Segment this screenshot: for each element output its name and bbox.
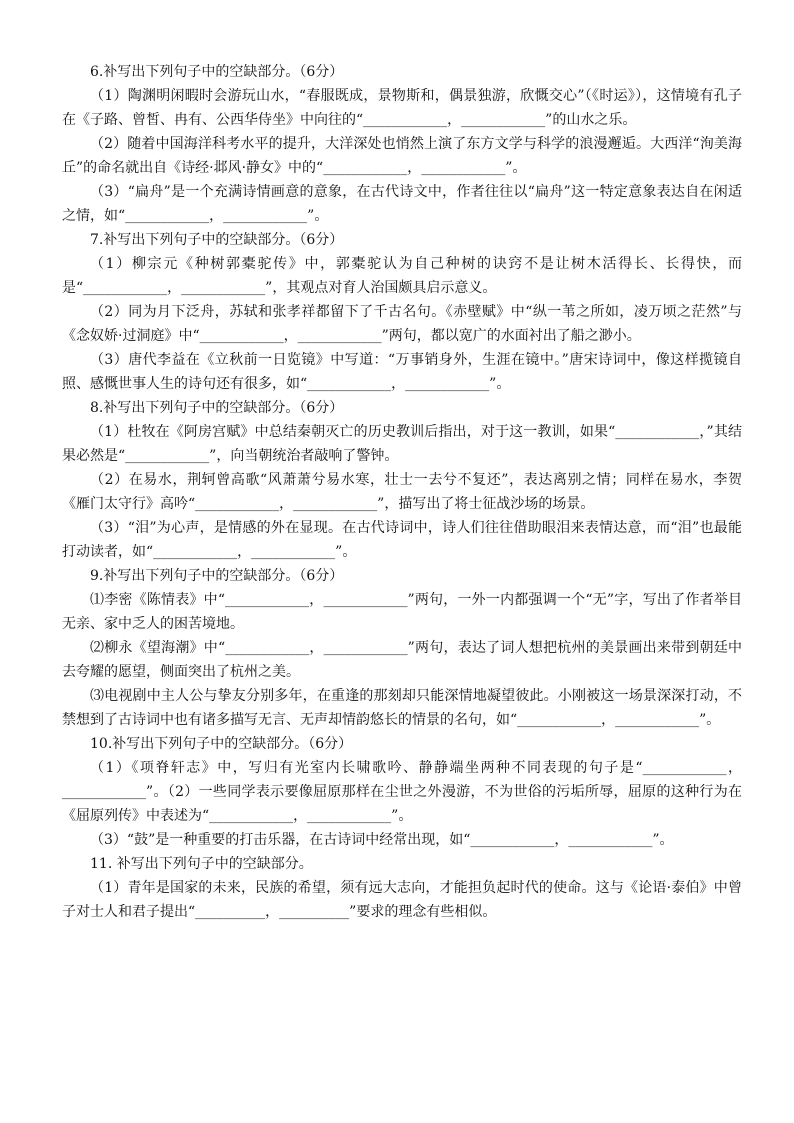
question-item: （2）随着中国海洋科考水平的提升，大洋深处也悄然上演了东方文学与科学的浪漫邂逅。大西洋“洵美海丘”的命名就出自《诗经·邶风·静女》中的“____________，____________”。 (62, 136, 742, 176)
question-6 (62, 60, 742, 228)
question-title: 8.补写出下列句子中的空缺部分。（6分） (90, 400, 344, 416)
question-title: 10.补写出下列句子中的空缺部分。（6分） (90, 736, 353, 752)
question-item: （1）《项脊轩志》中，写归有光室内长啸歌吟、静静端坐两种不同表现的句子是“____________，____________”。（2）一些同学表示要像屈原那样在尘世之外漫游，不为世俗的污垢所辱，屈原的这种行为在《屈原列传》中表述为“____________，____________”。 (62, 760, 742, 824)
question-item: （2）在易水，荆轲曾高歌“风萧萧兮易水寒，壮士一去兮不复还”，表达离别之情；同样在易水，李贺《雁门太守行》高吟“____________，____________”，描写出了将士征战沙场的场景。 (62, 472, 742, 512)
question-11 (62, 852, 742, 924)
question-item: （1）杜牧在《阿房宫赋》中总结秦朝灭亡的历史教训后指出，对于这一教训，如果“____________，”其结果必然是“____________”，向当朝统治者敲响了警钟。 (62, 424, 742, 464)
question-item: （1）青年是国家的未来，民族的希望，须有远大志向，才能担负起时代的使命。这与《论语·泰伯》中曾子对士人和君子提出“__________，__________”要求的理念有些相似。 (62, 880, 742, 920)
question-7 (62, 228, 742, 396)
question-title: 7.补写出下列句子中的空缺部分。（6分） (90, 232, 344, 248)
question-8 (62, 396, 742, 564)
question-item: （1）陶渊明闲暇时会游玩山水，“春服既成，景物斯和，偶景独游，欣慨交心”（《时运》），这情境有孔子在《子路、曾皙、冉有、公西华侍坐》中向往的“____________，____________”的山水之乐。 (62, 88, 742, 128)
question-item: （3）唐代李益在《立秋前一日览镜》中写道：“万事销身外，生涯在镜中。”唐宋诗词中，像这样揽镜自照、感慨世事人生的诗句还有很多，如“____________，____________”。 (62, 352, 742, 392)
exam-page (62, 60, 742, 924)
question-item: （3）“鼓”是一种重要的打击乐器，在古诗词中经常出现，如“____________，____________”。 (90, 832, 674, 848)
question-10 (62, 732, 742, 852)
question-title: 11. 补写出下列句子中的空缺部分。 (90, 856, 313, 872)
question-title: 9.补写出下列句子中的空缺部分。（6分） (90, 568, 344, 584)
question-item: ⑵柳永《望海潮》中“____________，____________”两句，表达了词人想把杭州的美景画出来带到朝廷中去夸耀的愿望，侧面突出了杭州之美。 (62, 640, 742, 680)
question-title: 6.补写出下列句子中的空缺部分。（6分） (90, 64, 344, 80)
question-9 (62, 564, 742, 732)
question-item: （3）“扁舟”是一个充满诗情画意的意象，在古代诗文中，作者往往以“扁舟”这一特定意象表达自在闲适之情，如“____________，____________”。 (62, 184, 742, 224)
question-item: （3）“泪”为心声，是情感的外在显现。在古代诗词中，诗人们往往借助眼泪来表情达意，而“泪”也最能打动读者，如“____________，____________”。 (62, 520, 742, 560)
question-item: ⑴李密《陈情表》中“____________，____________”两句，一外一内都强调一个“无”字，写出了作者举目无亲、家中乏人的困苦境地。 (62, 592, 742, 632)
question-item: ⑶电视剧中主人公与挚友分别多年，在重逢的那刻却只能深情地凝望彼此。小刚被这一场景深深打动，不禁想到了古诗词中也有诸多描写无言、无声却情韵悠长的情景的名句，如“____________，____________”。 (62, 688, 742, 728)
question-item: （1）柳宗元《种树郭橐驼传》中，郭橐驼认为自己种树的诀窍不是让树木活得长、长得快，而是“____________，____________”，其观点对育人治国颇具启示意义。 (62, 256, 742, 296)
question-item: （2）同为月下泛舟，苏轼和张孝祥都留下了千古名句。《赤壁赋》中“纵一苇之所如，凌万顷之茫然”与《念奴娇·过洞庭》中“____________，____________”两句，都以宽广的水面衬出了船之渺小。 (62, 304, 742, 344)
